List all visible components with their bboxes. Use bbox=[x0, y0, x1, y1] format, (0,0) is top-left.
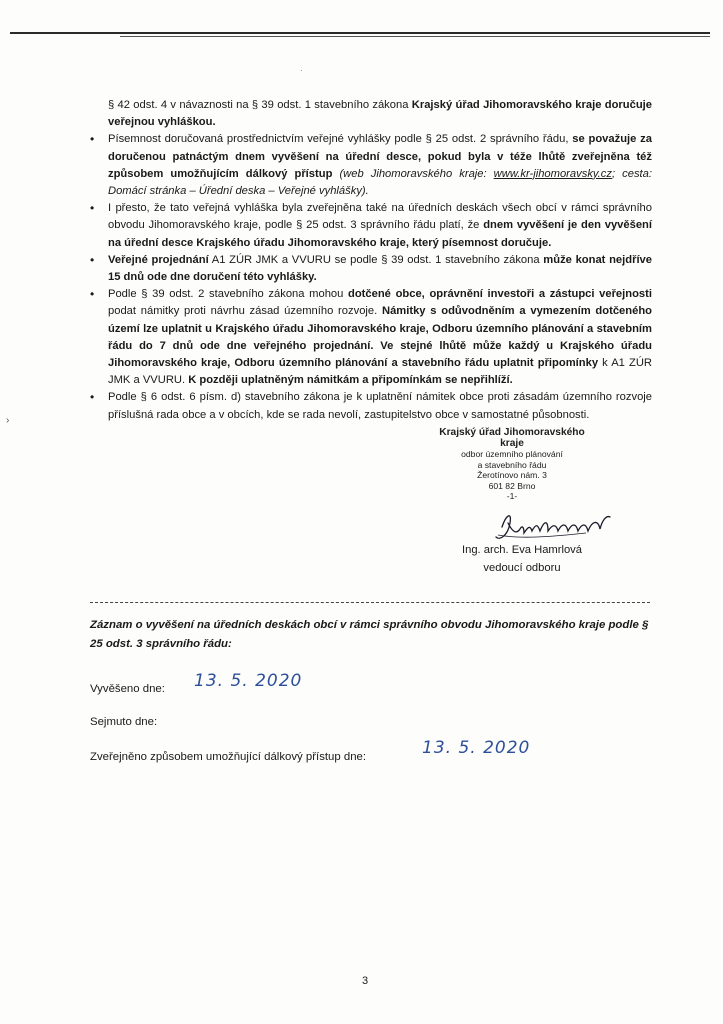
page-number: 3 bbox=[362, 975, 369, 987]
header-rule-thin bbox=[120, 36, 710, 37]
stamp-title: Krajský úřad Jihomoravského kraje bbox=[439, 427, 585, 449]
text-run: Písemnost doručovaná prostřednictvím veřejné vyhlášky podle § 25 odst. 2 správního řádu, bbox=[108, 133, 573, 146]
stamp-line: odbor územního plánování bbox=[461, 449, 563, 459]
italic-run: ; cesta: Domácí stránka – Úřední deska – Veřejné vyhlášky). bbox=[108, 167, 652, 198]
text-run: Podle § 6 odst. 6 písm. d) stavebního zákona je k uplatnění námitek obce proti zásadám územního rozvoje příslušná rada obce a v obcích, kde se rada nevolí, zastupitelstvo obce v samostatné působnosti. bbox=[108, 391, 652, 421]
stamp-line: Žerotínovo nám. 3 bbox=[477, 470, 547, 480]
header-rule bbox=[10, 32, 710, 34]
italic-run: (web Jihomoravského kraje: bbox=[332, 167, 494, 180]
bold-run: může konat nejdříve 15 dnů ode dne doručení této vyhlášky. bbox=[108, 253, 652, 284]
web-link[interactable]: www.kr-jihomoravsky.cz bbox=[493, 167, 612, 180]
bold-run: Krajský úřad Jihomoravského kraje doručuje veřejnou vyhláškou. bbox=[108, 99, 652, 129]
signer-role: vedoucí odboru bbox=[483, 562, 561, 574]
text-run: k A1 ZÚR JMK a VVURU. bbox=[108, 357, 652, 387]
bold-run: Veřejné projednání bbox=[108, 253, 209, 266]
published-date-label: Zveřejněno způsobem umožňující dálkový přístup dne: bbox=[90, 751, 367, 763]
posted-date-handwritten: 13. 5. 2020 bbox=[194, 671, 303, 691]
posting-record-title: Záznam o vyvěšení na úředních deskách obcí v rámci správního obvodu Jihomoravského kraje podle § 25 odst. 3 správního řádu: bbox=[90, 619, 649, 650]
scan-speck: · bbox=[300, 66, 303, 75]
bold-run: dnem vyvěšení je den vyvěšení na úřední desce Krajského úřadu Jihomoravského kraje, který písemnost doručuje. bbox=[108, 219, 652, 249]
bullet-item-posting-date bbox=[108, 200, 652, 252]
paragraph-continuation bbox=[108, 97, 652, 131]
text-run: I přesto, že tato veřejná vyhláška byla zveřejněna také na úředních deskách všech obcí v rámci správního obvodu Jihomoravského kraje, podle § 25 odst. 3 správního řádu platí, že bbox=[108, 202, 652, 232]
published-date-handwritten: 13. 5. 2020 bbox=[422, 738, 531, 758]
bullet-item-municipal-council bbox=[108, 389, 652, 423]
stamp-line: -1- bbox=[506, 491, 518, 501]
text-run: podat námitky proti návrhu zásad územního rozvoje. bbox=[108, 305, 382, 318]
bullet-item-public-hearing bbox=[108, 252, 652, 286]
bold-run: Námitky s odůvodněním a vymezením dotčeného území lze uplatnit u Krajského úřadu Jihomoravského kraje, Odboru územního plánování a stavebním řádu do 7 dnů ode dne veřejného projednání. Ve stejné lhůtě může každý u Krajského úřadu Jihomoravského kraje, Odboru územního plánování a stavebního řádu uplatnit připomínky bbox=[108, 305, 652, 370]
bold-run: dotčené obce, oprávnění investoři a zástupci veřejnosti bbox=[348, 288, 652, 301]
bullet-list bbox=[92, 97, 652, 424]
scan-margin-mark: › bbox=[6, 415, 10, 426]
stamp-line: a stavebního řádu bbox=[477, 459, 547, 470]
text-run: A1 ZÚR JMK a VVURU se podle § 39 odst. 1 stavebního zákona bbox=[208, 253, 544, 266]
office-stamp bbox=[432, 428, 592, 502]
removed-date-label: Sejmuto dne: bbox=[90, 716, 158, 728]
posted-date-label: Vyvěšeno dne: bbox=[90, 683, 165, 695]
bullet-item-objections bbox=[108, 286, 652, 389]
separator-dashed-line bbox=[90, 602, 650, 603]
stamp-line: 601 82 Brno bbox=[488, 480, 536, 491]
bold-run: K později uplatněným námitkám a připomínkám se nepřihlíží. bbox=[188, 374, 513, 387]
signer-name: Ing. arch. Eva Hamrlová bbox=[461, 544, 582, 556]
text-run: § 42 odst. 4 v návaznosti na § 39 odst. 1 stavebního zákona bbox=[108, 99, 412, 111]
text-run: Podle § 39 odst. 2 stavebního zákona mohou bbox=[108, 288, 349, 301]
body-text bbox=[92, 97, 652, 424]
bold-run: se považuje za doručenou patnáctým dnem vyvěšení na úřední desce, pokud byla v téže lhůtě zveřejněna též způsobem umožňujícím dálkový přístup bbox=[108, 133, 652, 180]
signer-block bbox=[432, 541, 612, 577]
bullet-item-delivery bbox=[108, 131, 652, 200]
